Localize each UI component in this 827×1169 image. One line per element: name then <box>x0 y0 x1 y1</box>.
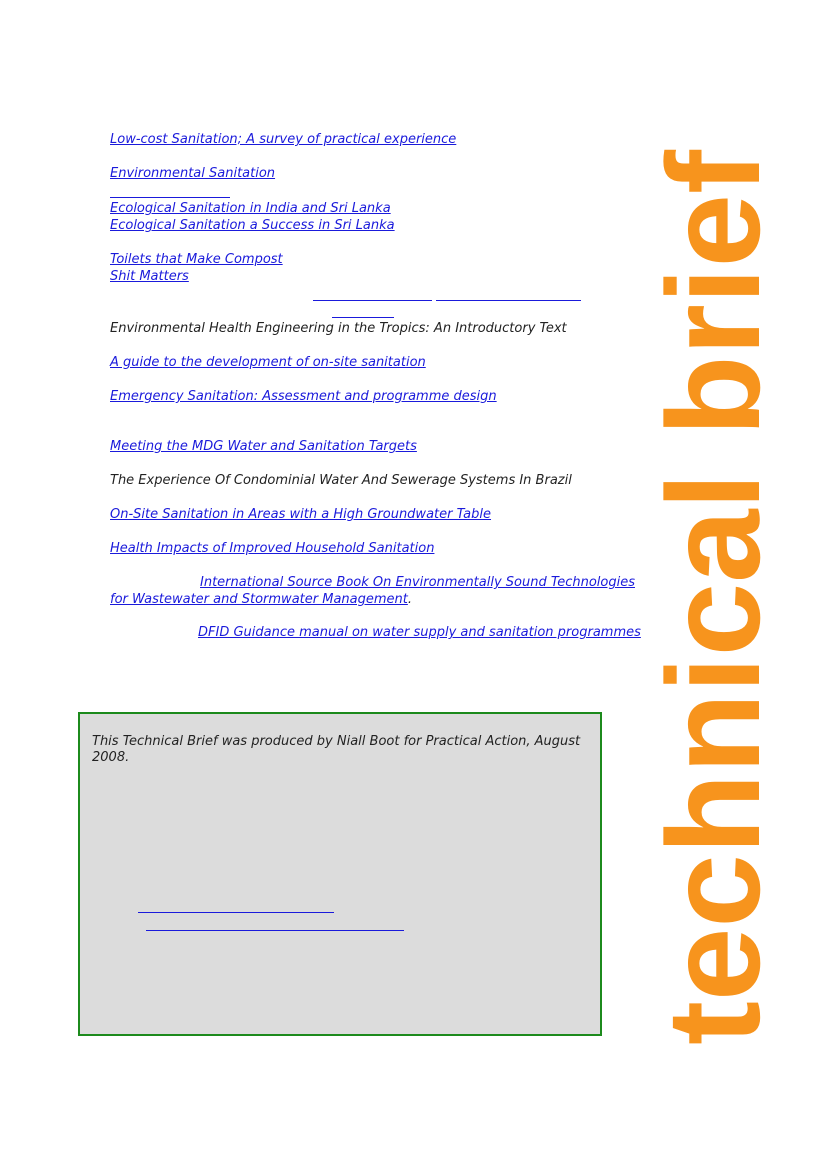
reference-item <box>110 438 417 455</box>
reference-link[interactable]: Environmental Sanitation <box>110 166 276 181</box>
reference-link[interactable]: Ecological Sanitation a Success in Sri Lanka <box>110 218 395 233</box>
reference-link[interactable]: Shit Matters <box>110 269 189 284</box>
reference-item <box>110 165 275 182</box>
reference-link[interactable]: Toilets that Make Compost <box>110 252 283 267</box>
reference-item: Environmental Health Engineering in the Tropics: An Introductory Text <box>110 321 567 336</box>
reference-link[interactable]: for Wastewater and Stormwater Management <box>110 592 408 607</box>
reference-item <box>110 388 497 405</box>
empty-link-underline[interactable] <box>146 930 404 931</box>
reference-item <box>198 624 641 641</box>
reference-link[interactable]: International Source Book On Environmentally Sound Technologies <box>200 575 635 590</box>
reference-item: The Experience Of Condominial Water And Sewerage Systems In Brazil <box>110 473 572 488</box>
reference-item <box>110 591 412 608</box>
brief-credit-text: This Technical Brief was produced by Niall Boot for Practical Action, August 2008. <box>92 734 581 765</box>
reference-item <box>110 268 189 285</box>
reference-item <box>110 540 434 557</box>
empty-link-underline[interactable] <box>436 300 581 301</box>
reference-item <box>110 200 391 217</box>
reference-link[interactable]: Ecological Sanitation in India and Sri Lanka <box>110 201 391 216</box>
reference-link[interactable]: DFID Guidance manual on water supply and sanitation programmes <box>198 625 641 640</box>
empty-link-underline[interactable] <box>138 912 334 913</box>
reference-suffix: . <box>407 592 413 607</box>
empty-link-underline[interactable] <box>313 300 432 301</box>
empty-link-underline[interactable] <box>332 317 394 318</box>
reference-item <box>200 574 635 591</box>
reference-link[interactable]: Health Impacts of Improved Household Sanitation <box>110 541 435 556</box>
reference-link[interactable]: Meeting the MDG Water and Sanitation Targets <box>110 439 417 454</box>
reference-item <box>110 506 491 523</box>
reference-item <box>110 131 456 148</box>
reference-link[interactable]: Low-cost Sanitation; A survey of practical experience <box>110 132 457 147</box>
reference-item <box>110 217 395 234</box>
brief-info-box <box>78 712 602 1036</box>
technical-brief-vertical-title: technical brief <box>640 150 787 1045</box>
reference-link[interactable]: On-Site Sanitation in Areas with a High Groundwater Table <box>110 507 492 522</box>
reference-link[interactable]: Emergency Sanitation: Assessment and programme design <box>110 389 497 404</box>
reference-item <box>110 251 283 268</box>
empty-link-underline[interactable] <box>110 197 230 198</box>
reference-link[interactable]: A guide to the development of on-site sanitation <box>110 355 426 370</box>
reference-item <box>110 354 426 371</box>
